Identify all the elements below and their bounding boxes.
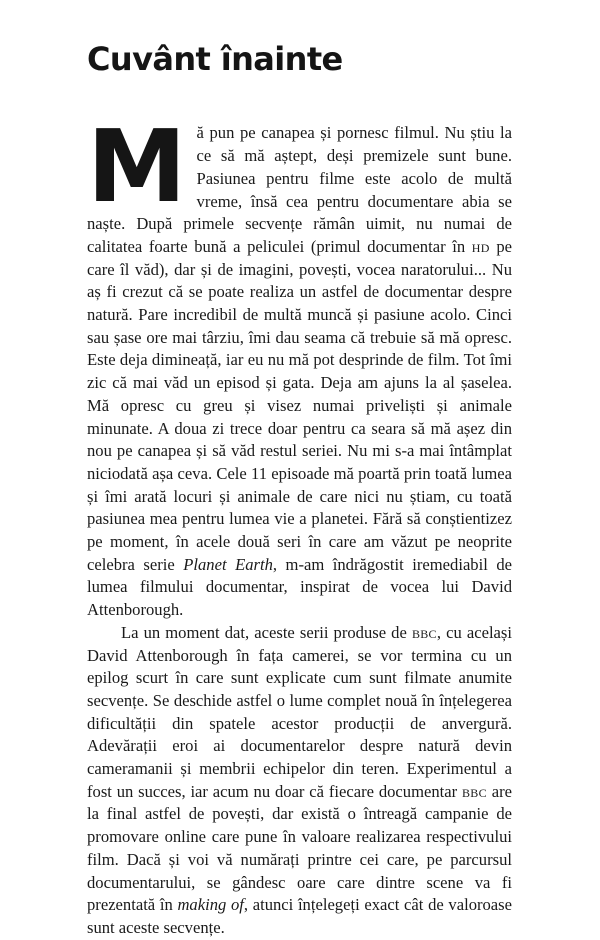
paragraph-1 xyxy=(87,108,513,621)
drop-cap: M xyxy=(87,108,187,226)
paragraph-2-text-c: are la final astfel de povești, dar există o întreagă campanie de promovare online care pune în valoare realizarea respectivului film. Dacă și voi vă numărați printre cei care, pe parcursul documentarului, se gândesc oare care dintre scene va fi prezentată în xyxy=(87,781,512,915)
book-page xyxy=(87,40,512,940)
hd-abbreviation: hd xyxy=(471,236,490,256)
bbc-abbreviation-2: bbc xyxy=(461,781,487,801)
making-of-term: making of xyxy=(177,895,244,915)
paragraph-2-text-a: La un moment dat, aceste serii produse de xyxy=(121,622,412,642)
bbc-abbreviation-1: bbc xyxy=(411,622,437,642)
paragraph-1-text-a: ă pun pe canapea și pornesc filmul. Nu știu la ce să mă aștept, deși premizele sunt bune. Pasiunea pentru filme este acolo de multă vreme, însă cea pentru documentare abia se naște. După primele secvențe rămân uimit, nu numai de calitatea foarte bună a peliculei (primul documentar în xyxy=(87,123,512,256)
paragraph-2 xyxy=(87,622,512,940)
chapter-title: Cuvânt înainte xyxy=(87,40,343,78)
series-title: Planet Earth xyxy=(183,554,273,574)
paragraph-1-text-b: pe care îl văd), dar și de imagini, povești, vocea naratorului... Nu aș fi crezut că se poate realiza un astfel de documentar despre natură. Pare incredibil de multă muncă și pasiune acolo. Cinci sau șase ore mai târziu, îmi dau seama că trebuie să mă opresc. Este deja dimineață, iar eu nu mă pot desprinde de film. Tot îmi zic că mai văd un episod și gata. Deja am ajuns la al șaselea. Mă opresc cu greu și visez numai priveliști și animale minunate. A doua zi trece doar pentru ca seara să mă așez din nou pe canapea și să văd restul seriei. Nu mi s-a mai întâmplat niciodată așa ceva. Cele 11 episoade mă poartă prin toată lumea și îmi arată locuri și animale de care nici nu știam, cu toată pasiunea mea pentru lumea vie a planetei. Fără să conștientizez pe moment, în acele două seri în care am văzut pe neoprite celebra serie xyxy=(87,236,512,574)
paragraph-2-text-d: , atunci înțelegeți exact cât de valoroase sunt aceste secvențe. xyxy=(87,895,512,937)
paragraph-2-text-b: , cu același David Attenborough în fața camerei, se vor termina cu un epilog scurt în care sunt explicate cum sunt filmate anumite secvențe. Se deschide astfel o lume complet nouă în înțelegerea dificultății din spatele acestor producții de anvergură. Adevărații eroi ai documentarelor despre natură devin cameramanii și membrii echipelor din teren. Experimentul a fost un succes, iar acum nu doar că fiecare documentar xyxy=(87,622,512,801)
paragraph-1-text-c: , m-am îndrăgostit iremediabil de lumea filmului documentar, inspirat de vocea lui David Attenborough. xyxy=(87,554,513,620)
